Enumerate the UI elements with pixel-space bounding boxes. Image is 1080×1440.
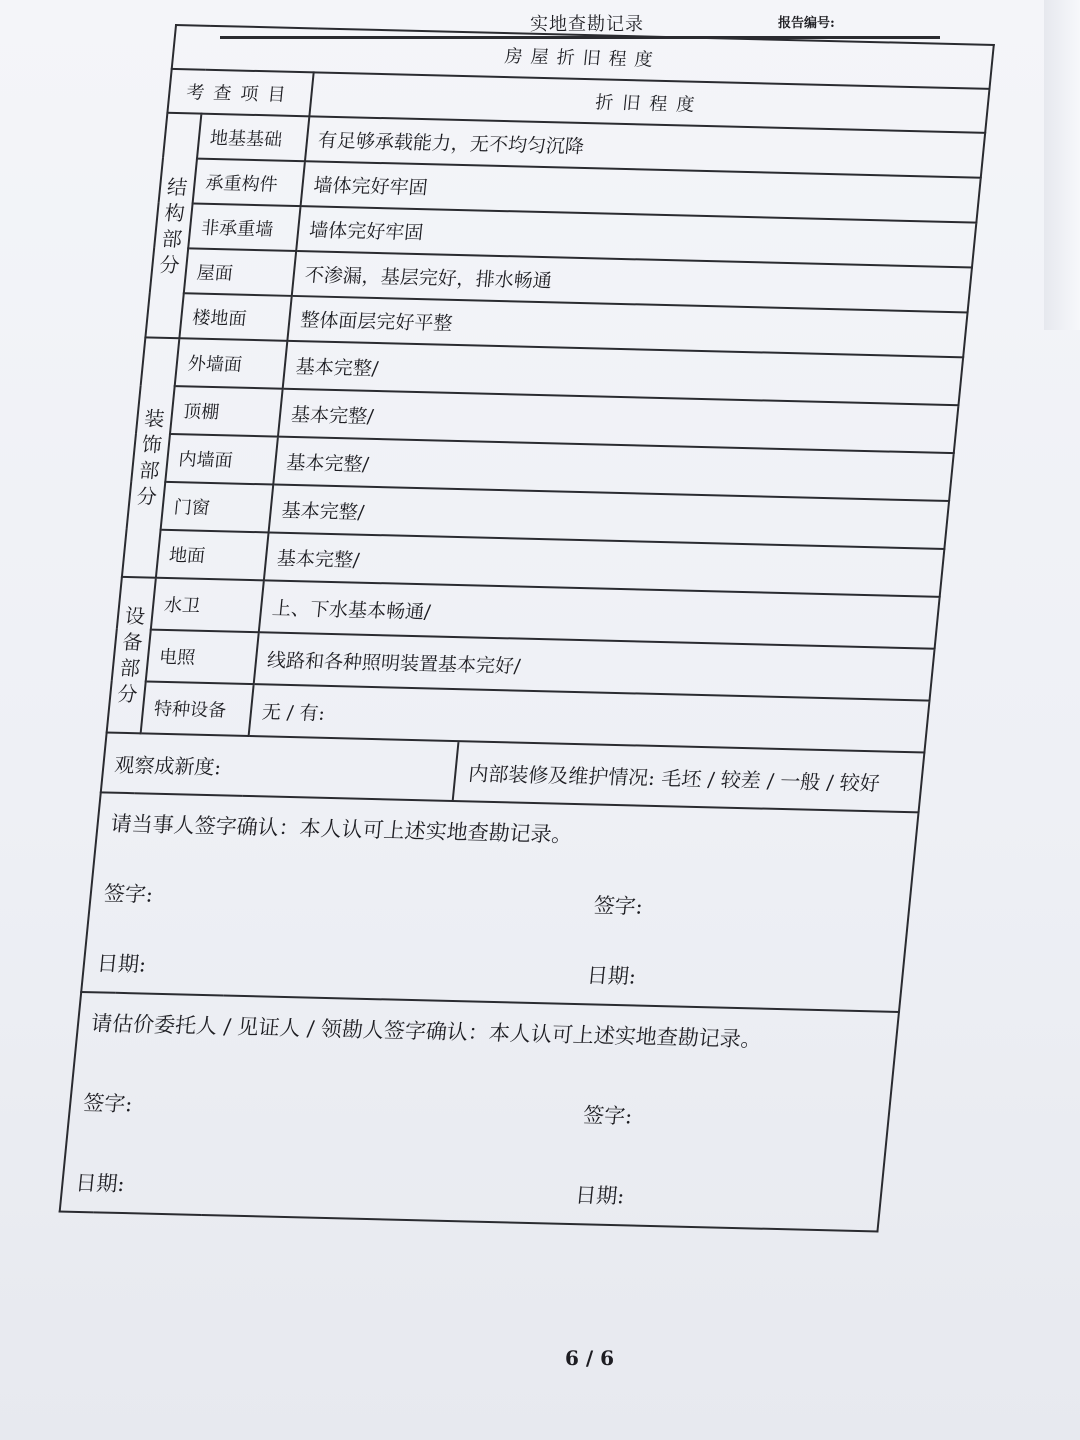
item-label: 地面 xyxy=(156,530,269,581)
client-date-label-right: 日期: xyxy=(574,1183,626,1209)
party-signature-section xyxy=(81,792,918,1012)
table-title: 房屋折旧程度 xyxy=(172,25,994,89)
item-label: 承重构件 xyxy=(193,159,305,207)
category-equipment: 设备部分 xyxy=(107,577,156,734)
item-value: 不渗漏，基层完好，排水畅通 xyxy=(292,251,972,312)
item-value: 基本完整/ xyxy=(264,532,944,596)
party-sign-label-left: 签字: xyxy=(102,881,155,907)
item-label: 门窗 xyxy=(161,482,274,533)
item-value: 无 / 有: xyxy=(249,684,930,752)
client-statement: 请估价委托人 / 见证人 / 领勘人签字确认：本人认可上述实地查勘记录。 xyxy=(90,1011,764,1052)
item-value: 墙体完好牢固 xyxy=(296,206,976,267)
renovation-status-label: 内部装修及维护情况: 毛坯 / 较差 / 一般 / 较好 xyxy=(467,760,881,795)
report-number-label: 报告编号: xyxy=(778,16,835,31)
item-value: 基本完整/ xyxy=(273,437,953,501)
category-decoration: 装饰部分 xyxy=(122,337,179,577)
inspection-record-form xyxy=(54,24,995,1277)
client-date-label-left: 日期: xyxy=(74,1170,126,1197)
item-value: 墙体完好牢固 xyxy=(301,161,981,222)
item-value: 有足够承载能力，无不均匀沉降 xyxy=(305,116,985,177)
column-header-item: 考查项目 xyxy=(167,69,313,116)
party-date-label-right: 日期: xyxy=(585,963,638,989)
item-value: 基本完整/ xyxy=(269,485,949,549)
item-label: 非承重墙 xyxy=(188,203,300,251)
item-value: 基本完整/ xyxy=(278,389,958,453)
depreciation-table xyxy=(59,24,995,1233)
item-label: 屋面 xyxy=(184,248,296,296)
item-label: 水卫 xyxy=(151,578,264,633)
item-label: 内墙面 xyxy=(165,434,278,485)
client-sign-label-left: 签字: xyxy=(82,1091,134,1117)
item-value: 基本完整/ xyxy=(283,341,963,405)
item-label: 外墙面 xyxy=(175,338,288,389)
item-label: 特种设备 xyxy=(141,681,254,736)
client-sign-label-right: 签字: xyxy=(582,1103,634,1129)
party-sign-label-right: 签字: xyxy=(592,893,644,919)
observation-newness-label: 观察成新度: xyxy=(102,734,460,800)
category-structure: 结构部分 xyxy=(145,113,201,338)
page-number: 6 / 6 xyxy=(565,1346,615,1370)
item-value: 整体面层完好平整 xyxy=(287,296,967,357)
party-statement: 请当事人签字确认：本人认可上述实地查勘记录。 xyxy=(109,811,574,847)
item-value: 上、下水基本畅通/ xyxy=(259,580,940,648)
item-label: 地基基础 xyxy=(197,114,309,162)
party-date-label-left: 日期: xyxy=(95,951,148,977)
item-label: 顶棚 xyxy=(170,386,283,437)
item-label: 楼地面 xyxy=(179,293,291,341)
item-value: 线路和各种照明装置基本完好/ xyxy=(254,632,935,700)
header-title: 实地查勘记录 xyxy=(530,14,644,35)
client-signature-section xyxy=(60,992,899,1232)
adjacent-page-edge xyxy=(1044,0,1080,330)
column-header-degree: 折旧程度 xyxy=(309,72,989,132)
item-label: 电照 xyxy=(146,630,259,685)
